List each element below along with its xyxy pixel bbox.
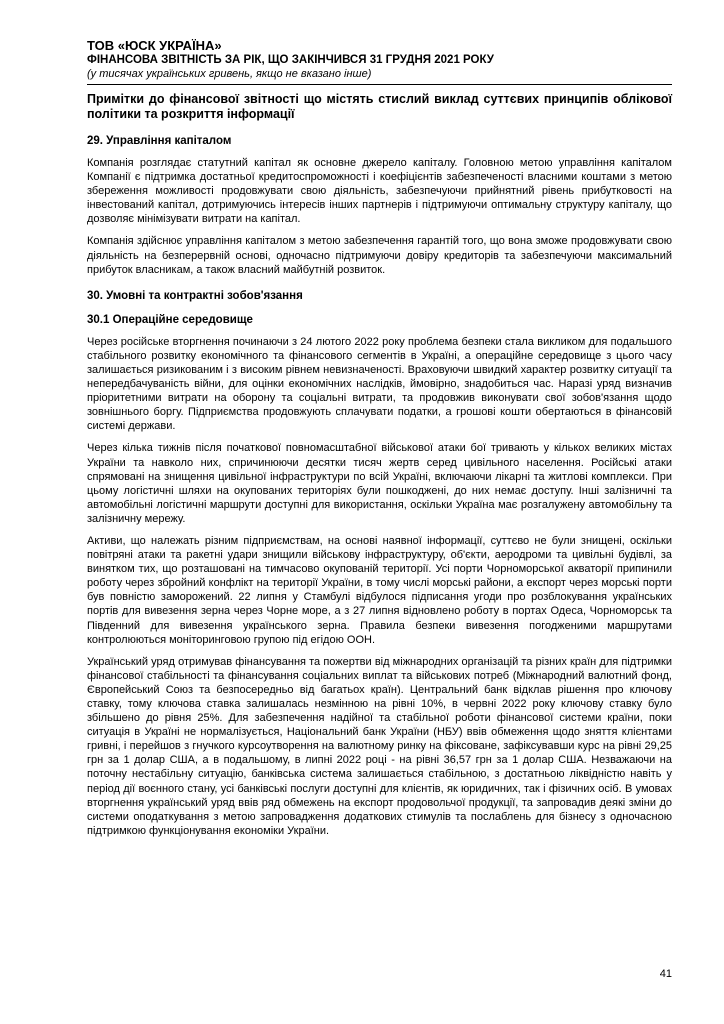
header-divider xyxy=(87,84,672,85)
paragraph: Український уряд отримував фінансування та пожертви від міжнародних організацій та різних країн для підтримки фінансової стабільності та фінансування соціальних виплат та військових потреб (Міжнародний валютний фонд, Європейський Союз та безпосередньо від багатьох країн). Центральний банк відклав рішення про ключову ставку, тому ключова ставка залишалась незмінною на рівні 10%, в червні 2022 року ключову ставку було збільшено до рівня 25%. Для забезпечення надійної та стабільної роботи фінансової системи країни, поки ситуація в Україні не нормалізується, Національний банк України (НБУ) ввів обмеження щодо зняття клієнтами гривні, і перейшов з гнучкого курсоутворення на валютному ринку на фіксоване, зафіксувавши курс на рівні 29,25 грн за 1 долар США, а в подальшому, в липні 2022 році - на рівні 36,57 грн за 1 долар США. Незважаючи на поточну нестабільну ситуацію, банківська система залишається стабільною, з достатньою ліквідністю навіть у період дії воєнного стану, усі банківські послуги доступні для клієнтів, як юридичних, так і фізичних осіб. В умовах вторгнення український уряд ввів ряд обмежень на експорт продовольчої продукції, та запровадив деякі зміни до системи оподаткування з метою запровадження додаткових стимулів та послаблень для бізнесу з одночасною підтримкою функціонування економіки України. xyxy=(87,655,672,837)
paragraph: Компанія здійснює управління капіталом з метою забезпечення гарантій того, що вона зможе продовжувати свою діяльність на безперервній основі, одночасно підтримуючи довіру кредиторів та забезпечуючи максимальний прибуток власникам, а також власний майбутній розвиток. xyxy=(87,235,672,276)
currency-note: (у тисячах українських гривень, якщо не вказано інше) xyxy=(87,68,372,80)
heading-contingent-liabilities: 30. Умовні та контрактні зобов'язання xyxy=(87,289,303,302)
paragraph: Через російське вторгнення починаючи з 24 лютого 2022 року проблема безпеки стала викликом для подальшого стабільного розвитку економічного та фінансового сегментів в Україні, а операційне середовище з цього часу залишається ризикованим і з високим рівнем невизначеності. Враховуючи швидкий характер розвитку ситуації та непередбачуваність війни, для оцінки економічних наслідків, ймовірно, знадобиться час. Наразі уряд визначив пріоритетними витрати на оборону та соціальні витрати, та продовжив виконувати свої зобов'язання щодо зовнішнього боргу. Підприємства продовжують сплачувати податки, а грошові кошти обертаються в фінансовій системі держави. xyxy=(87,335,672,433)
heading-capital-management: 29. Управління капіталом xyxy=(87,135,232,147)
paragraph: Через кілька тижнів після початкової повномасштабної військової атаки бої тривають у кількох великих містах України та навколо них, спричинюючи десятки тисяч жертв серед цивільного населення. Російські атаки спрямовані на знищення цивільної інфраструктури по всій Україні, включаючи лікарні та житлові комплекси. При цьому логістичні шляхи на окупованих територіях були пошкоджені, до них немає доступу. Інші залізничні та автомобільні логістичні маршрути доступні для використання, оскільки Україна має розгалужену автомобільну та залізничну мережу. xyxy=(87,442,672,525)
notes-section-title: Примітки до фінансової звітності що містять стислий виклад суттєвих принципів облікової політики та розкриття інформації xyxy=(87,92,672,121)
report-header xyxy=(87,38,672,85)
page-number: 41 xyxy=(659,968,672,980)
subheading-operating-environment: 30.1 Операційне середовище xyxy=(87,313,253,326)
report-title: ФІНАНСОВА ЗВІТНІСТЬ ЗА РІК, ЩО ЗАКІНЧИВСЯ 31 ГРУДНЯ 2021 РОКУ xyxy=(87,54,494,66)
paragraph: Компанія розглядає статутний капітал як основне джерело капіталу. Головною метою управління капіталом Компанії є підтримка достатньої кредитоспроможності і коефіцієнтів забезпеченості власними коштами з метою збереження можливості продовжувати свою діяльність, забезпечуючи прийнятний рівень прибутковості на інвестований капітал, дотримуючись інтересів інших партнерів і підтримуючи оптимальну структуру капіталу, що дозволяє мінімізувати витрати на капітал. xyxy=(87,157,672,226)
company-name: ТОВ «ЮСК УКРАЇНА» xyxy=(87,38,222,53)
paragraph: Активи, що належать різним підприємствам, на основі наявної інформації, суттєво не були знищені, оскільки повітряні атаки та ракетні удари знищили військову інфраструктуру, об'єкти, аеродроми та цивільні будівлі, за винятком тих, що розташовані на тимчасово окупованій території. Усі порти Чорноморської акваторії припинили роботу через збройний конфлікт на території України, в тому числі морські райони, а експорт через морські порти був повністю заморожений. 22 липня у Стамбулі відбулося підписання угоди про розблокування українських портів для вивезення зерна через Чорне море, а з 27 липня відновлено роботу в портах Одеса, Чорноморськ та Південний для вивезення українського зерна. Правила безпеки вивезення погодженими маршрутами контролюються моніторинговою групою під егідою ООН. xyxy=(87,534,672,646)
document-page xyxy=(87,38,672,838)
